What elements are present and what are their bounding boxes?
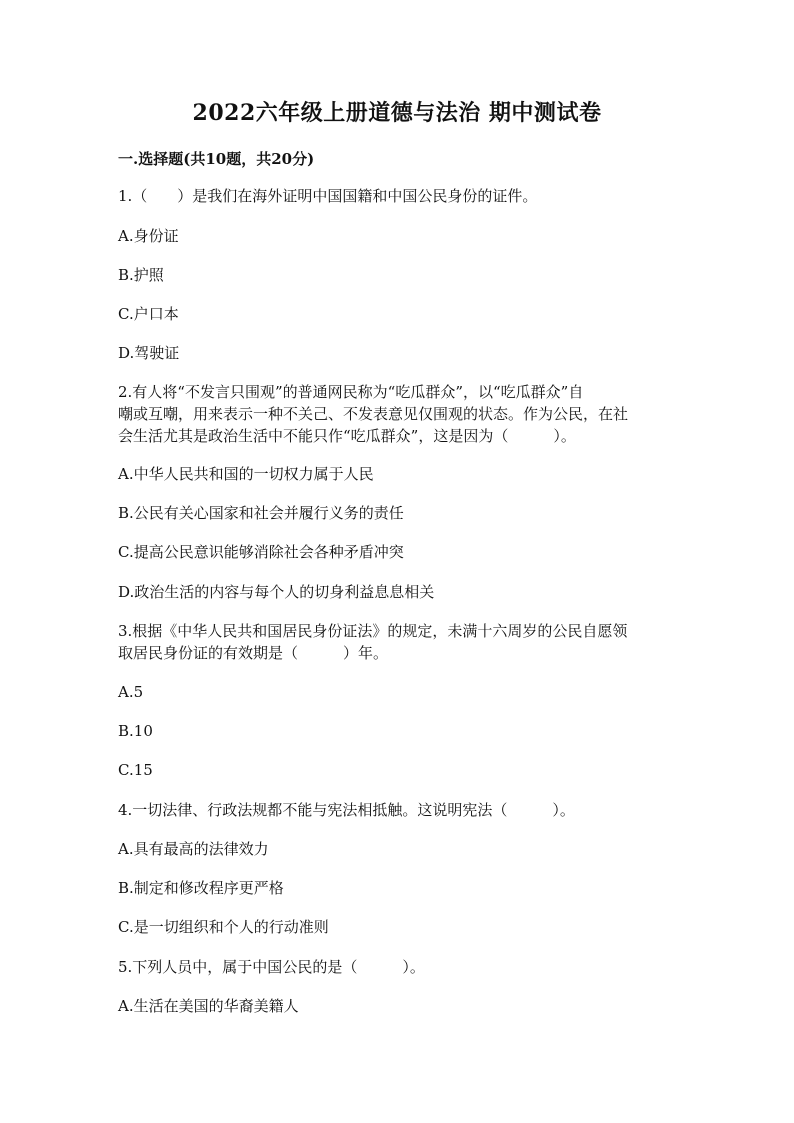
question-2-text-line-2: 嘲或互嘲，用来表示一种不关己、不发表意见仅围观的状态。作为公民，在社: [118, 405, 629, 423]
question-2-option-a: A.中华人民共和国的一切权力属于人民: [118, 465, 374, 483]
question-2-option-d: D.政治生活的内容与每个人的切身利益息息相关: [118, 583, 435, 601]
question-3-option-b: B.10: [118, 722, 153, 740]
question-1-option-c: C.户口本: [118, 305, 179, 323]
question-4-text: 4.一切法律、行政法规都不能与宪法相抵触。这说明宪法（ ）。: [118, 801, 575, 819]
page-title: 2022六年级上册道德与法治 期中测试卷: [192, 100, 602, 126]
question-1-text: 1.（ ）是我们在海外证明中国国籍和中国公民身份的证件。: [118, 187, 538, 205]
question-1-option-a: A.身份证: [118, 227, 179, 245]
question-2-option-b: B.公民有关心国家和社会并履行义务的责任: [118, 504, 404, 522]
question-4-option-b: B.制定和修改程序更严格: [118, 879, 284, 897]
question-1-option-b: B.护照: [118, 266, 164, 284]
question-2-option-c: C.提高公民意识能够消除社会各种矛盾冲突: [118, 543, 404, 561]
question-5-option-a: A.生活在美国的华裔美籍人: [118, 997, 299, 1015]
question-5-text: 5.下列人员中，属于中国公民的是（ ）。: [118, 958, 425, 976]
question-3-option-c: C.15: [118, 761, 153, 779]
question-1-option-d: D.驾驶证: [118, 344, 180, 362]
question-2-text-line-1: 2.有人将“不发言只围观”的普通网民称为“吃瓜群众”，以“吃瓜群众”自: [118, 383, 584, 401]
question-4-option-c: C.是一切组织和个人的行动准则: [118, 918, 329, 936]
question-2-text-line-3: 会生活尤其是政治生活中不能只作“吃瓜群众”，这是因为（ ）。: [118, 427, 576, 445]
question-3-option-a: A.5: [118, 683, 144, 701]
question-4-option-a: A.具有最高的法律效力: [118, 840, 269, 858]
question-3-text-line-2: 取居民身份证的有效期是（ ）年。: [118, 644, 389, 662]
question-3-text-line-1: 3.根据《中华人民共和国居民身份证法》的规定，未满十六周岁的公民自愿领: [118, 622, 628, 640]
section-heading: 一.选择题(共10题，共20分): [118, 150, 315, 168]
